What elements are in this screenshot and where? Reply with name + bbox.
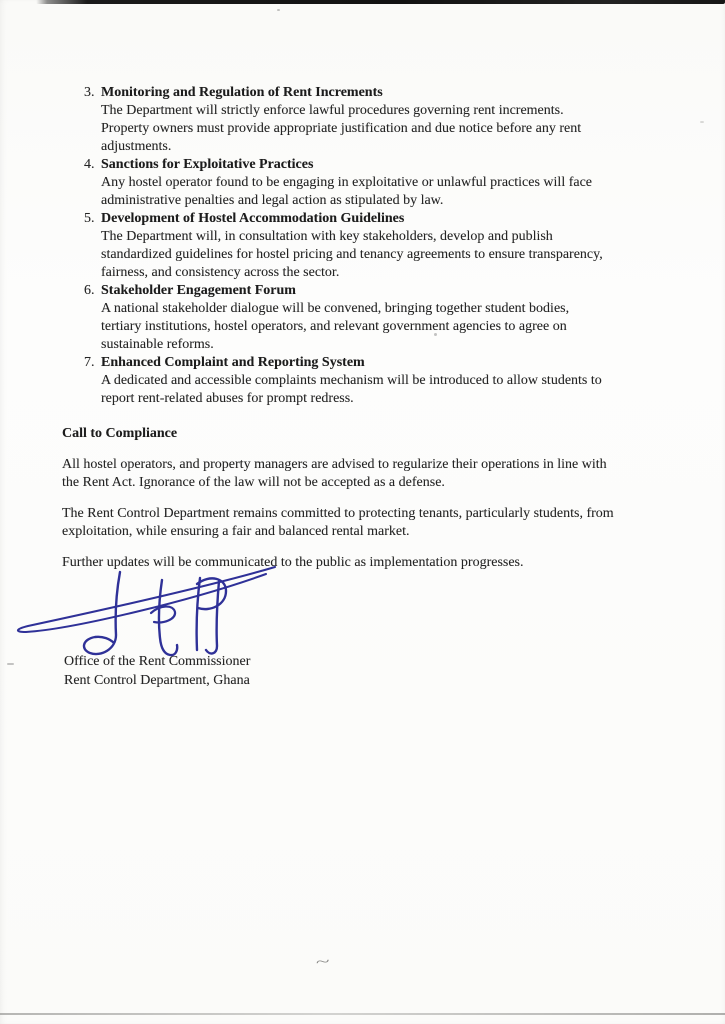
paragraph-line: All hostel operators, and property managers are advised to regularize their operations in line with [62, 457, 607, 472]
paragraph [62, 505, 674, 541]
paragraph-line: Further updates will be communicated to the public as implementation progresses. [62, 555, 524, 570]
list-item [62, 84, 674, 156]
paragraph-line: the Rent Act. Ignorance of the law will not be accepted as a defense. [62, 475, 445, 490]
list-item-text-line: sustainable reforms. [101, 337, 214, 352]
scan-speck [277, 9, 280, 11]
scan-speck [434, 333, 437, 336]
paragraph-line: The Rent Control Department remains committed to protecting tenants, particularly students, from [62, 506, 614, 521]
signature-block [64, 652, 250, 690]
list-item-text-line: The Department will strictly enforce lawful procedures governing rent increments. [101, 103, 564, 118]
list-item-text-line: report rent-related abuses for prompt redress. [101, 391, 354, 406]
list-item-text-line: Property owners must provide appropriate justification and due notice before any rent [101, 121, 582, 136]
signoff-office-line: Office of the Rent Commissioner [64, 654, 251, 669]
scanner-edge-artifact-bottom [0, 1013, 725, 1015]
list-item-number: 3. [84, 85, 95, 100]
document-content [62, 84, 674, 572]
list-item-title: Development of Hostel Accommodation Guidelines [101, 211, 405, 226]
list-item-number: 6. [84, 283, 95, 298]
paragraph [62, 456, 674, 492]
list-item-text-line: standardized guidelines for hostel pricing and tenancy agreements to ensure transparency, [101, 247, 603, 262]
scan-speck [7, 663, 14, 665]
list-item-text-line: A national stakeholder dialogue will be convened, bringing together student bodies, [101, 301, 570, 316]
signature-stroke [151, 606, 175, 622]
list-item-title: Stakeholder Engagement Forum [101, 283, 296, 298]
list-item [62, 354, 674, 408]
scan-speck [700, 121, 704, 123]
list-item [62, 156, 674, 210]
list-item-title: Monitoring and Regulation of Rent Increments [101, 85, 383, 100]
list-item-text-line: administrative penalties and legal action as stipulated by law. [101, 193, 444, 208]
list-item-text-line: adjustments. [101, 139, 172, 154]
scanner-edge-artifact-top [0, 0, 725, 4]
list-item [62, 210, 674, 282]
list-item-text-line: The Department will, in consultation with key stakeholders, develop and publish [101, 229, 553, 244]
list-item [62, 282, 674, 354]
list-item-title: Sanctions for Exploitative Practices [101, 157, 314, 172]
signature-ink [4, 556, 286, 666]
list-item-text-line: Any hostel operator found to be engaging in exploitative or unlawful practices will face [101, 175, 593, 190]
list-item-title: Enhanced Complaint and Reporting System [101, 355, 365, 370]
pen-squiggle-artifact: ~ [315, 953, 331, 971]
section-heading-call-to-compliance: Call to Compliance [62, 426, 178, 441]
list-item-number: 4. [84, 157, 95, 172]
list-item-number: 7. [84, 355, 95, 370]
list-item-text-line: A dedicated and accessible complaints mechanism will be introduced to allow students to [101, 373, 602, 388]
signature-stroke [197, 578, 200, 650]
list-item-number: 5. [84, 211, 95, 226]
signature-stroke [18, 567, 275, 632]
list-item-text-line: tertiary institutions, hostel operators, and relevant government agencies to agree on [101, 319, 567, 334]
signoff-department-line: Rent Control Department, Ghana [64, 673, 250, 688]
paragraph-line: exploitation, while ensuring a fair and balanced rental market. [62, 524, 410, 539]
list-item-text-line: fairness, and consistency across the sector. [101, 265, 340, 280]
